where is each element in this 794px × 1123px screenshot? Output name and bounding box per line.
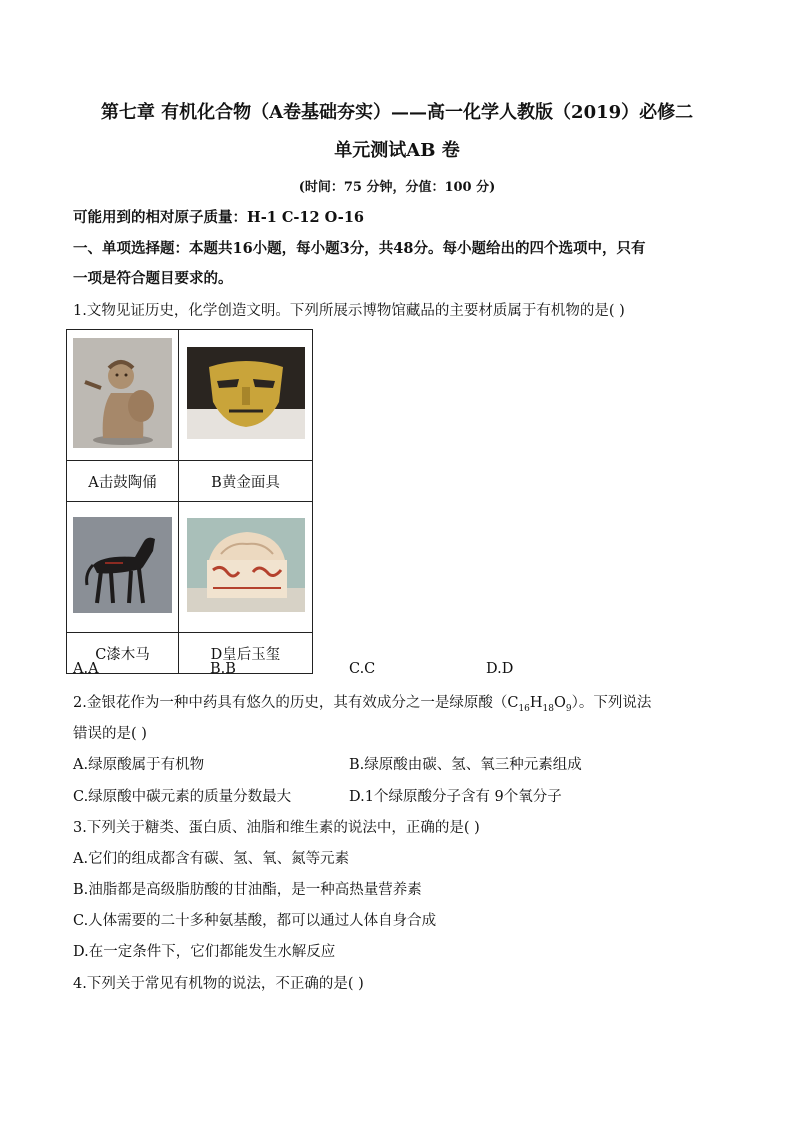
q3-option-a: A.它们的组成都含有碳、氢、氧、氮等元素 [73,851,350,867]
q2-h: H [529,695,543,711]
page-subtitle: 单元测试AB 卷 [334,140,460,161]
q2-o: O [554,695,566,711]
q1-item-d-caption: D皇后玉玺 [179,633,313,674]
q1-item-a-image-cell [67,330,179,461]
q1-item-c-image-cell [67,502,179,633]
q1-item-d-image-cell [179,502,313,633]
q1-option-b: B.B [210,661,236,677]
q3-option-c: C.人体需要的二十多种氨基酸，都可以通过人体自身合成 [73,913,437,929]
time-score: (时间：75 分钟，分值：100 分) [298,180,496,195]
gold-mask-icon [187,347,305,439]
clay-drummer-figurine-icon [73,338,172,448]
q2-stem [73,691,651,714]
q2-option-b: B.绿原酸由碳、氢、氧三种元素组成 [349,757,582,773]
q1-option-c: C.C [349,661,376,677]
q2-option-a: A.绿原酸属于有机物 [73,757,205,773]
q4-stem: 4.下列关于常见有机物的说法，不正确的是( ) [73,976,364,992]
q1-option-a: A.A [73,661,99,677]
q3-option-b: B.油脂都是高级脂肪酸的甘油酯，是一种高热量营养素 [73,882,422,898]
q2-stem-part2: ）。下列说法 [571,695,652,711]
jade-seal-icon [187,518,305,612]
lacquered-wooden-horse-icon [73,517,172,613]
q2-option-c: C.绿原酸中碳元素的质量分数最大 [73,789,292,805]
section-heading-line1: 一、单项选择题：本题共16小题，每小题3分，共48分。每小题给出的四个选项中，只有 [73,240,646,257]
q1-artifact-table [66,329,313,674]
q3-option-d: D.在一定条件下，它们都能发生水解反应 [73,944,336,960]
atomic-mass-note: 可能用到的相对原子质量：H-1 C-12 O-16 [73,209,364,226]
section-heading-line2: 一项是符合题目要求的。 [73,270,233,287]
q1-item-a-caption: A击鼓陶俑 [67,461,179,502]
q2-sub-o: 9 [565,703,572,714]
q2-sub-h: 18 [542,703,554,714]
q1-item-b-image-cell [179,330,313,461]
q1-stem: 1.文物见证历史，化学创造文明。下列所展示博物馆藏品的主要材质属于有机物的是( ) [73,303,625,319]
q1-option-d: D.D [486,661,514,677]
q1-item-c-caption: C漆木马 [67,633,179,674]
q2-sub-c: 16 [518,703,530,714]
q2-stem-part1: 2.金银花作为一种中药具有悠久的历史，其有效成分之一是绿原酸（C [73,695,519,711]
page-title: 第七章 有机化合物（A卷基础夯实）——高一化学人教版（2019）必修二 [100,102,694,123]
q2-stem-line2: 错误的是( ) [73,726,147,742]
q1-item-b-caption: B黄金面具 [179,461,313,502]
q2-option-d: D.1个绿原酸分子含有 9个氧分子 [349,789,562,805]
q3-stem: 3.下列关于糖类、蛋白质、油脂和维生素的说法中，正确的是( ) [73,820,480,836]
